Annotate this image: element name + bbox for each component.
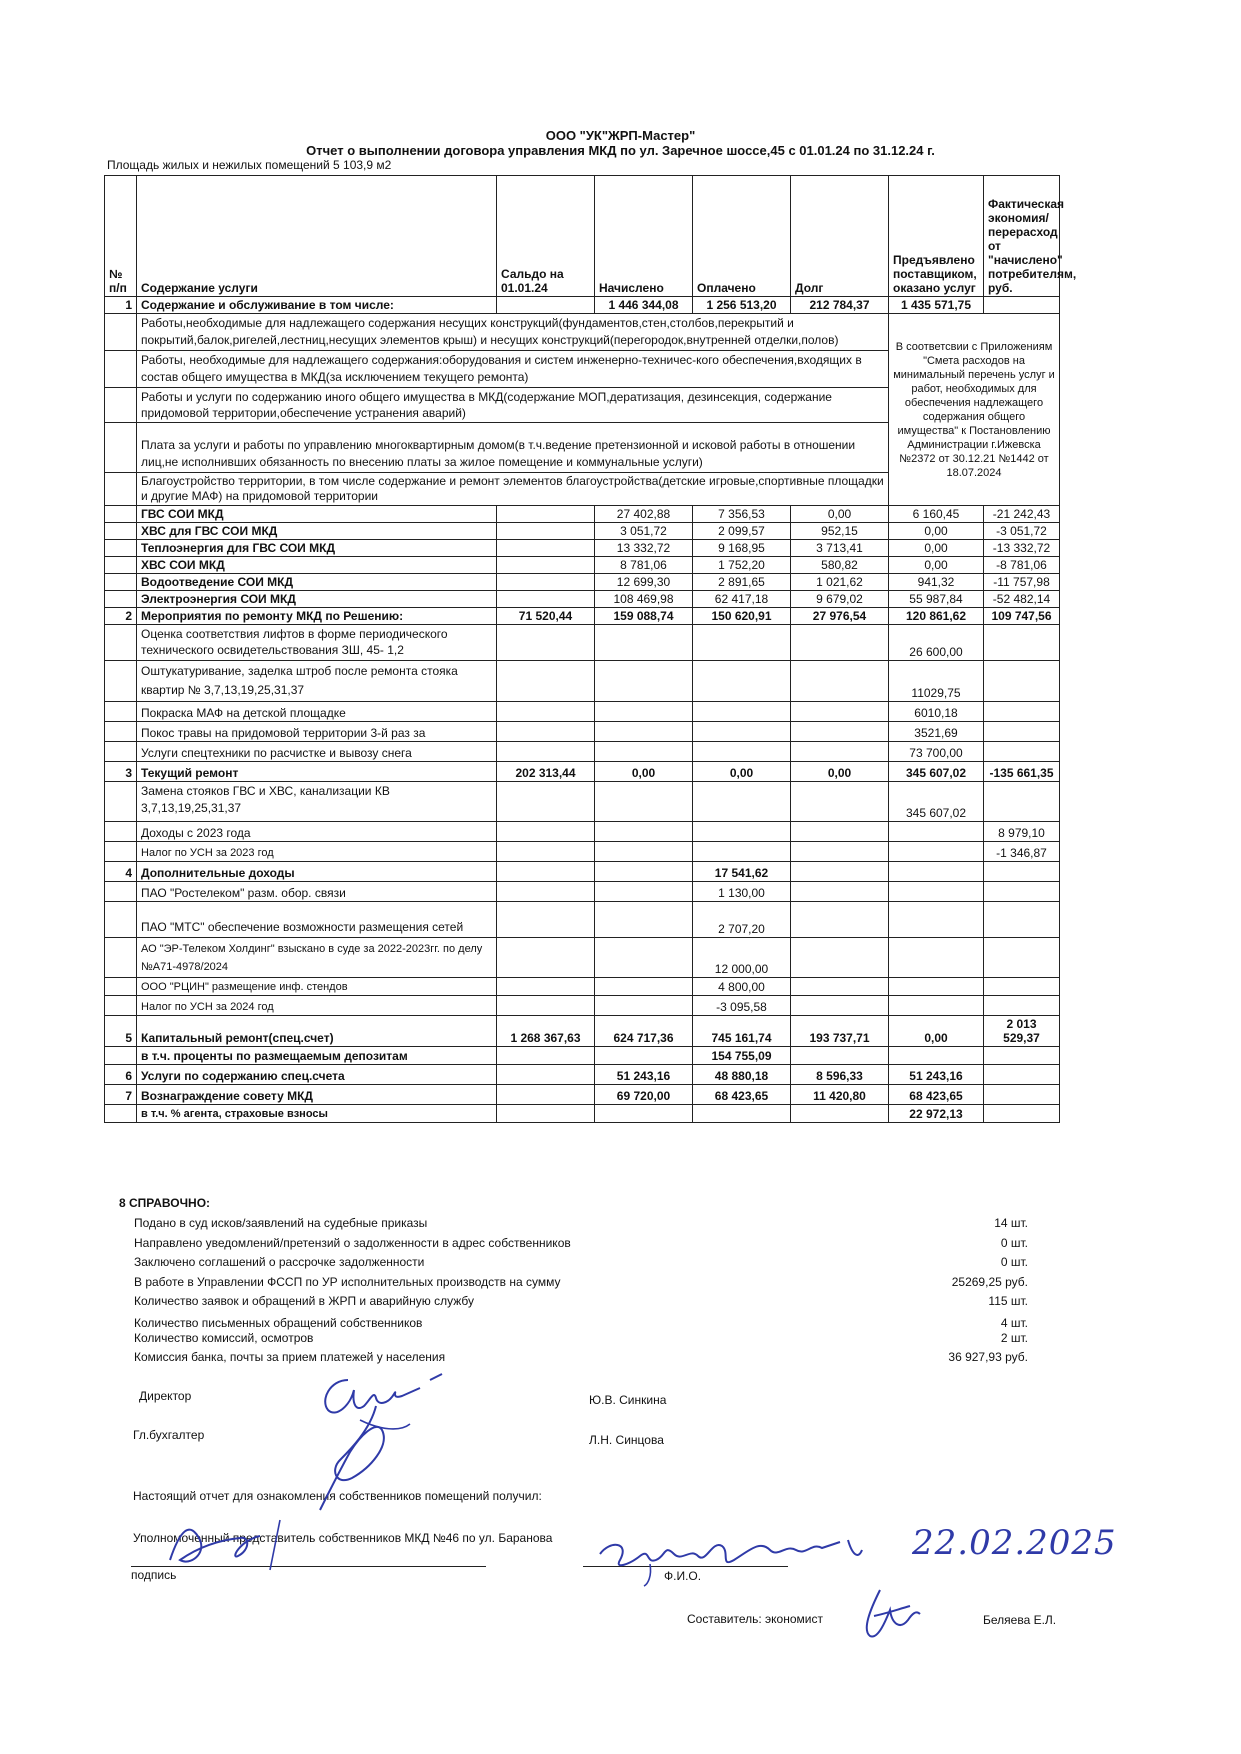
company-name: ООО "УК"ЖРП-Мастер": [545, 128, 696, 143]
table-row: ХВС для ГВС СОИ МКД 3 051,72 2 099,57 952,15 0,00 -3 051,72: [105, 523, 1060, 540]
reference-row: Подано в суд исков/заявлений на судебные приказы 14 шт.: [134, 1216, 1028, 1230]
table-row: 2 Мероприятия по ремонту МКД по Решению: 71 520,44 159 088,74 150 620,91 27 976,54 120 861,62 109 747,56: [105, 608, 1060, 625]
reference-row: Комиссия банка, почты за прием платежей у населения 36 927,93 руб.: [134, 1349, 1028, 1364]
table-row: Работы, необходимые для надлежащего содержания:оборудования и систем инженерно-техничес-кого обеспечения,входящих в состав общего имущества в МКД(за исключением текущего ремонта): [105, 351, 1060, 388]
col-supplied: Предъявлено поставщиком, оказано услуг: [889, 176, 984, 297]
director-name: Ю.В. Синкина: [589, 1393, 667, 1407]
col-num: № п/п: [105, 176, 137, 297]
table-row: ХВС СОИ МКД 8 781,06 1 752,20 580,82 0,00 -8 781,06: [105, 557, 1060, 574]
table-row: Работы и услуги по содержанию иного общего имущества в МКД(содержание МОП,дератизация, дезинсекция, содержание придомовой территории,обеспечение устранения аварий): [105, 388, 1060, 423]
table-row: Теплоэнергия для ГВС СОИ МКД 13 332,72 9 168,95 3 713,41 0,00 -13 332,72: [105, 540, 1060, 557]
col-debt: Долг: [791, 176, 889, 297]
report-title: Отчет о выполнении договора управления МКД по ул. Заречное шоссе,45 с 01.01.24 по 31.12.24 г.: [306, 143, 935, 158]
director-label: Директор: [139, 1389, 192, 1403]
table-row: 3 Текущий ремонт 202 313,44 0,00 0,00 0,00 345 607,02 -135 661,35: [105, 762, 1060, 782]
reference-row: Количество письменных обращений собственников 4 шт.: [134, 1315, 1028, 1330]
director-signature-icon: [290, 1360, 480, 1530]
reference-row: Количество комиссий, осмотров 2 шт.: [134, 1330, 1028, 1345]
col-charged: Начислено: [595, 176, 693, 297]
table-row: Благоустройство территории, в том числе содержание и ремонт элементов благоустройства(детские игровые,спортивные площадки и другие МАФ) на придомовой территории: [105, 473, 1060, 506]
accountant-name: Л.Н. Синцова: [589, 1433, 664, 1447]
col-saldo: Сальдо на 01.01.24: [497, 176, 595, 297]
reference-row: Направлено уведомлений/претензий о задолженности в адрес собственников 0 шт.: [134, 1235, 1028, 1250]
compiler-signature-icon: [850, 1580, 930, 1650]
col-paid: Оплачено: [693, 176, 791, 297]
table-row: Услуги спецтехники по расчистке и вывозу снега 73 700,00: [105, 742, 1060, 762]
table-row: Покос травы на придомовой территории 3-й раз за 3521,69: [105, 722, 1060, 742]
table-row: ООО "РЦИН" размещение инф. стендов 4 800,00: [105, 978, 1060, 996]
table-row: Оценка соответствия лифтов в форме периодического технического освидетельствования ЗШ, 45- 1,2 26 600,00: [105, 625, 1060, 661]
compiler-name: Беляева Е.Л.: [983, 1613, 1057, 1627]
table-row: 5 Капитальный ремонт(спец.счет) 1 268 367,63 624 717,36 745 161,74 193 737,71 0,00 2 013 529,37: [105, 1016, 1060, 1047]
table-row: Налог по УСН за 2023 год -1 346,87: [105, 842, 1060, 862]
table-row: Водоотведение СОИ МКД 12 699,30 2 891,65 1 021,62 941,32 -11 757,98: [105, 574, 1060, 591]
area-line: Площадь жилых и нежилых помещений 5 103,9 м2: [107, 158, 392, 172]
table-row: в т.ч. % агента, страховые взносы 22 972,13: [105, 1105, 1060, 1123]
table-row: в т.ч. проценты по размещаемым депозитам 154 755,09: [105, 1047, 1060, 1065]
table-row: Оштукатуривание, заделка штроб после ремонта стояка квартир № 3,7,13,19,25,31,37 11029,75: [105, 661, 1060, 702]
table-row: Электроэнергия СОИ МКД 108 469,98 62 417,18 9 679,02 55 987,84 -52 482,14: [105, 591, 1060, 608]
report-table: [104, 175, 1077, 1123]
col-economy: Фактическая экономия/перерасход от "начислено" потребителям, руб.: [984, 176, 1060, 297]
table-row: 1 Содержание и обслуживание в том числе: 1 446 344,08 1 256 513,20 212 784,37 1 435 571,75: [105, 297, 1060, 314]
standards-note: В соответсвии с Приложениям "Смета расходов на минимальный перечень услуг и работ, необходимых для обеспечения надлежащего содержания общего имущества" к Постановлению Администрации г.Ижевска №2372 от 30.12.21 №1442 от 18.07.2024: [889, 314, 1060, 506]
table-row: Плата за услуги и работы по управлению многоквартирным домом(в т.ч.ведение претензионной и исковой работы в отношении лиц,не исполнивших обязанность по внесению платы за жилое помещение и коммунальные услуги): [105, 423, 1060, 473]
table-row: 4 Дополнительные доходы 17 541,62: [105, 862, 1060, 882]
table-row: ПАО "Ростелеком" разм. обор. связи 1 130,00: [105, 882, 1060, 902]
reference-section: [119, 1196, 1028, 1367]
table-row: АО "ЭР-Телеком Холдинг" взыскано в суде за 2022-2023гг. по делу №А71-4978/2024 12 000,00: [105, 938, 1060, 978]
compiler-label: Составитель: экономист: [687, 1612, 823, 1626]
reference-title: 8 СПРАВОЧНО:: [119, 1196, 211, 1210]
table-row: 6 Услуги по содержанию спец.счета 51 243,16 48 880,18 8 596,33 51 243,16: [105, 1065, 1060, 1085]
reference-row: Количество заявок и обращений в ЖРП и аварийную службу 115 шт.: [134, 1294, 1028, 1308]
representative-text: Уполномоченный представитель собственников МКД №46 по ул. Баранова: [133, 1531, 553, 1545]
table-header: [105, 176, 1060, 297]
representative-signature-icon: [130, 1500, 300, 1580]
handwritten-date: 22.02.2025: [912, 1523, 1117, 1563]
table-row: Замена стояков ГВС и ХВС, канализации КВ 3,7,13,19,25,31,37 345 607,02: [105, 782, 1060, 822]
table-row: Покраска МАФ на детской площадке 6010,18: [105, 702, 1060, 722]
reference-row: Заключено соглашений о рассрочке задолженности 0 шт.: [134, 1255, 1028, 1269]
table-row: ПАО "МТС" обеспечение возможности размещения сетей 2 707,20: [105, 902, 1060, 938]
table-row: Доходы с 2023 года 8 979,10: [105, 822, 1060, 842]
table-row: Работы,необходимые для надлежащего содержания несущих конструкций(фундаментов,стен,столбов,перекрытий и покрытий,балок,ригелей,лестниц,несущих элементов крыш) и несущих конструкций(перегородок,внутренней отделки,полов) В соответсвии с Приложениям "Смета расходов на минимальный перечень услуг и работ, необходимых для обеспечения надлежащего содержания общего имущества" к Постановлению Администрации г.Ижевска №2372 от 30.12.21 №1442 от 18.07.2024: [105, 314, 1060, 351]
table-row: Налог по УСН за 2024 год -3 095,58: [105, 996, 1060, 1016]
col-service: Содержание услуги: [137, 176, 497, 297]
table-row: 7 Вознаграждение совету МКД 69 720,00 68 423,65 11 420,80 68 423,65: [105, 1085, 1060, 1105]
received-text: Настоящий отчет для ознакомления собственников помещений получил:: [133, 1489, 542, 1503]
accountant-label: Гл.бухгалтер: [133, 1428, 205, 1442]
signature-label: подпись: [131, 1568, 177, 1582]
fio-label: Ф.И.О.: [664, 1569, 702, 1583]
reference-row: В работе в Управлении ФССП по УР исполнительных производств на сумму 25269,25 руб.: [134, 1274, 1028, 1289]
table-row: ГВС СОИ МКД 27 402,88 7 356,53 0,00 6 160,45 -21 242,43: [105, 506, 1060, 523]
